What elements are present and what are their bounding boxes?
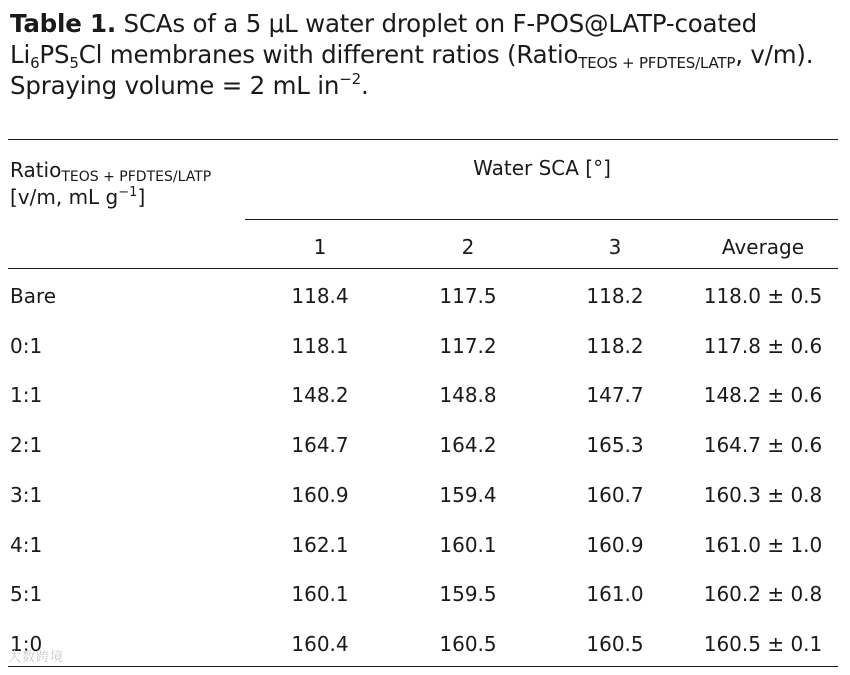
sca-2-cell: 117.2 [439,334,497,358]
table-caption: Table 1. SCAs of a 5 μL water droplet on F-POS@LATP-coated $Li_6PS_5Cl$ membranes with different ratios (Ratio$_{TEOS + PFDTES/LATP}$, v/m). Spraying volume = 2 mL $in^{-2}$. [10,9,814,100]
sca-1-cell: 162.1 [291,533,349,557]
sca-3-cell: 160.7 [586,483,644,507]
sca-average-cell: 164.7 ± 0.6 [703,433,823,457]
ratio-column-header: Ratio$_{TEOS + PFDTES/LATP}$ [v/m, mL $g^{-1}$] [10,158,212,209]
sca-3-cell: 165.3 [586,433,644,457]
column-header-1: 1 [313,235,327,259]
sca-3-cell: 118.2 [586,334,644,358]
column-header-2: 2 [461,235,475,259]
table-label: Table 1. [10,9,116,38]
watermark: 大数跨境 [8,650,65,665]
sca-2-cell: 148.8 [439,383,497,407]
top-rule [8,139,838,140]
sca-2-cell: 160.5 [439,632,497,656]
ratio-cell: 5:1 [10,582,43,606]
sca-1-cell: 160.9 [291,483,349,507]
header-rule [8,268,838,269]
sca-2-cell: 160.1 [439,533,497,557]
ratio-cell: 2:1 [10,433,43,457]
sca-1-cell: 160.1 [291,582,349,606]
sca-1-cell: 148.2 [291,383,349,407]
ratio-cell: 0:1 [10,334,43,358]
sca-3-cell: 147.7 [586,383,644,407]
sca-average-cell: 160.3 ± 0.8 [703,483,823,507]
column-header-average: Average [721,235,805,259]
sca-average-cell: 117.8 ± 0.6 [703,334,823,358]
sca-average-cell: 148.2 ± 0.6 [703,383,823,407]
ratio-cell: 1:1 [10,383,43,407]
sca-3-cell: 160.5 [586,632,644,656]
sca-1-cell: 160.4 [291,632,349,656]
bottom-rule [8,666,838,667]
ratio-cell: 4:1 [10,533,43,557]
sca-average-cell: 118.0 ± 0.5 [703,284,823,308]
ratio-cell: 3:1 [10,483,43,507]
water-sca-group-header: Water SCA [°] [473,156,611,180]
sca-3-cell: 161.0 [586,582,644,606]
sca-average-cell: 160.2 ± 0.8 [703,582,823,606]
ratio-cell: Bare [10,284,57,308]
sca-1-cell: 118.1 [291,334,349,358]
sca-1-cell: 118.4 [291,284,349,308]
column-header-3: 3 [608,235,622,259]
sca-1-cell: 164.7 [291,433,349,457]
group-rule [245,219,838,220]
sca-2-cell: 159.5 [439,582,497,606]
sca-2-cell: 159.4 [439,483,497,507]
sca-2-cell: 117.5 [439,284,497,308]
sca-average-cell: 160.5 ± 0.1 [703,632,823,656]
sca-average-cell: 161.0 ± 1.0 [703,533,823,557]
sca-3-cell: 118.2 [586,284,644,308]
ratio-cell: 1:0 [10,632,43,656]
sca-3-cell: 160.9 [586,533,644,557]
sca-2-cell: 164.2 [439,433,497,457]
